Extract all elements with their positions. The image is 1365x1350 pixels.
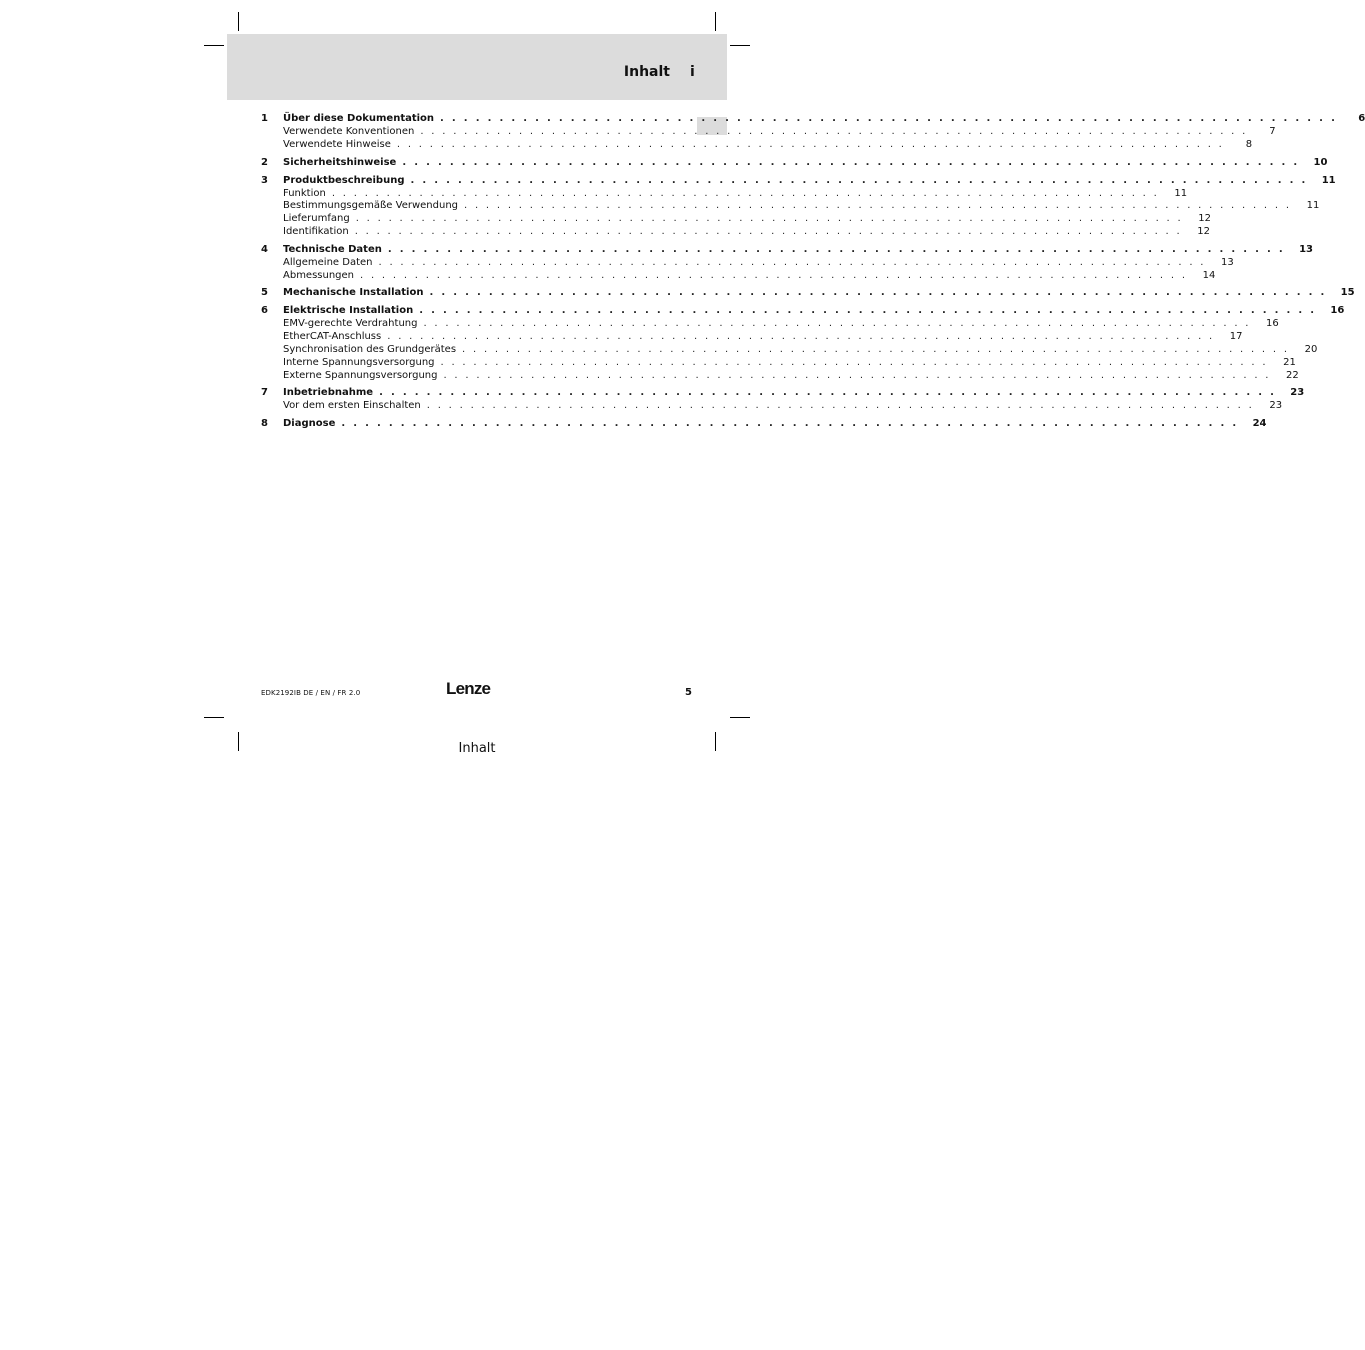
chapter-page: 23 xyxy=(1290,387,1305,399)
toc-chapter xyxy=(261,156,1328,170)
chapter-title[interactable]: Produktbeschreibung xyxy=(283,174,405,186)
section-page: 11 xyxy=(1306,200,1320,212)
section-title[interactable]: Vor dem ersten Einschalten xyxy=(283,400,421,412)
dot-leader: . . . . . . . . . . . . . . . . . . . . . . . . . . . . . . . . . . . . . . . . . . . . . . . . . . . . . . . . . . . . . . . . . . . . . . . . . . . . xyxy=(378,256,1206,268)
section-page: 12 xyxy=(1197,225,1210,237)
section-page: 13 xyxy=(1221,256,1234,268)
dot-leader: . . . . . . . . . . . . . . . . . . . . . . . . . . . . . . . . . . . . . . . . . . . . . . . . . . . . . . . . . . . . . . . . . . . . . . . . . . . . xyxy=(341,418,1239,430)
toc-chapter xyxy=(261,286,1355,300)
toc-chapter xyxy=(261,112,1365,152)
chapter-page: 6 xyxy=(1358,113,1365,124)
toc-entry[interactable] xyxy=(261,156,1328,170)
crop-mark xyxy=(730,45,750,46)
toc-entry[interactable] xyxy=(261,286,1355,300)
toc-entry[interactable] xyxy=(261,174,1336,188)
toc-subentry[interactable] xyxy=(261,256,1234,270)
dot-leader: . . . . . . . . . . . . . . . . . . . . . . . . . . . . . . . . . . . . . . . . . . . . . . . . . . . . . . . . . . . . . . . . . . . . . . . . . . . . xyxy=(387,331,1215,343)
section-title[interactable]: Abmessungen xyxy=(283,269,355,281)
dot-leader: . . . . . . . . . . . . . . . . . . . . . . . . . . . . . . . . . . . . . . . . . . . . . . . . . . . . . . . . . . . . . . . . . . . . . . . . . . . . xyxy=(387,243,1285,255)
section-page: 21 xyxy=(1283,356,1296,368)
toc-entry[interactable] xyxy=(261,243,1313,257)
chapter-number: 2 xyxy=(261,156,268,168)
info-icon: i xyxy=(690,64,695,80)
toc-chapter xyxy=(261,174,1336,239)
toc-subentry[interactable] xyxy=(261,356,1296,370)
section-title[interactable]: Synchronisation des Grundgerätes xyxy=(283,343,457,355)
section-page: 22 xyxy=(1286,369,1299,381)
toc-chapter xyxy=(261,386,1305,413)
toc-subentry[interactable] xyxy=(261,343,1318,357)
chapter-title[interactable]: Sicherheitshinweise xyxy=(283,156,397,168)
toc-subentry[interactable] xyxy=(261,200,1320,213)
chapter-page: 11 xyxy=(1321,174,1336,186)
chapter-page: 13 xyxy=(1299,243,1313,255)
chapter-title[interactable]: Über diese Dokumentation xyxy=(283,113,435,124)
dot-leader: . . . . . . . . . . . . . . . . . . . . . . . . . . . . . . . . . . . . . . . . . . . . . . . . . . . . . . . . . . . . . . . . . . . . . . . . . . . . xyxy=(396,138,1225,150)
dot-leader: . . . . . . . . . . . . . . . . . . . . . . . . . . . . . . . . . . . . . . . . . . . . . . . . . . . . . . . . . . . . . . . . . . . . . . . . . . . . xyxy=(379,387,1277,399)
toc-chapter xyxy=(261,417,1267,431)
toc-subentry[interactable] xyxy=(261,138,1253,152)
dot-leader: . . . . . . . . . . . . . . . . . . . . . . . . . . . . . . . . . . . . . . . . . . . . . . . . . . . . . . . . . . . . . . . . . . . . . . . . . . . . xyxy=(420,126,1248,137)
section-page: 14 xyxy=(1202,269,1216,281)
section-page: 16 xyxy=(1266,318,1279,330)
dot-leader: . . . . . . . . . . . . . . . . . . . . . . . . . . . . . . . . . . . . . . . . . . . . . . . . . . . . . . . . . . . . . . . . . . . . . . . . . . . . xyxy=(419,305,1317,317)
toc-subentry[interactable] xyxy=(261,331,1243,344)
chapter-number: 5 xyxy=(261,287,268,299)
crop-mark xyxy=(730,717,750,718)
image-caption: Inhalt xyxy=(458,741,496,756)
toc-subentry[interactable] xyxy=(261,187,1188,201)
section-title[interactable]: Funktion xyxy=(283,187,326,199)
chapter-number: 4 xyxy=(261,243,268,255)
section-title[interactable]: Verwendete Hinweise xyxy=(283,138,391,150)
dot-leader: . . . . . . . . . . . . . . . . . . . . . . . . . . . . . . . . . . . . . . . . . . . . . . . . . . . . . . . . . . . . . . . . . . . . . . . . . . . . xyxy=(402,156,1300,168)
toc-entry[interactable] xyxy=(261,304,1345,318)
section-page: 8 xyxy=(1245,138,1253,150)
dot-leader: . . . . . . . . . . . . . . . . . . . . . . . . . . . . . . . . . . . . . . . . . . . . . . . . . . . . . . . . . . . . . . . . . . . . . . . . . . . . xyxy=(440,113,1338,124)
table-of-contents xyxy=(261,112,1365,431)
chapter-number: 7 xyxy=(261,387,268,399)
chapter-page: 24 xyxy=(1252,418,1267,430)
section-title[interactable]: Externe Spannungsversorgung xyxy=(283,369,438,381)
section-title[interactable]: EMV-gerechte Verdrahtung xyxy=(283,318,418,330)
section-page: 12 xyxy=(1198,213,1211,225)
chapter-number: 6 xyxy=(261,305,268,317)
chapter-title[interactable]: Diagnose xyxy=(283,418,336,430)
crop-mark xyxy=(204,717,224,718)
chapter-page: 10 xyxy=(1313,156,1328,168)
toc-chapter xyxy=(261,304,1345,382)
dot-leader: . . . . . . . . . . . . . . . . . . . . . . . . . . . . . . . . . . . . . . . . . . . . . . . . . . . . . . . . . . . . . . . . . . . . . . . . . . . . xyxy=(443,369,1271,381)
dot-leader: . . . . . . . . . . . . . . . . . . . . . . . . . . . . . . . . . . . . . . . . . . . . . . . . . . . . . . . . . . . . . . . . . . . . . . . . . . . . xyxy=(331,187,1160,199)
dot-leader: . . . . . . . . . . . . . . . . . . . . . . . . . . . . . . . . . . . . . . . . . . . . . . . . . . . . . . . . . . . . . . . . . . . . . . . . . . . . xyxy=(426,400,1255,412)
toc-subentry[interactable] xyxy=(261,126,1276,139)
dot-leader: . . . . . . . . . . . . . . . . . . . . . . . . . . . . . . . . . . . . . . . . . . . . . . . . . . . . . . . . . . . . . . . . . . . . . . . . . . . . xyxy=(410,174,1308,186)
section-page: 11 xyxy=(1174,187,1188,199)
toc-subentry[interactable] xyxy=(261,269,1216,283)
section-title[interactable]: EtherCAT-Anschluss xyxy=(283,331,382,343)
dot-leader: . . . . . . . . . . . . . . . . . . . . . . . . . . . . . . . . . . . . . . . . . . . . . . . . . . . . . . . . . . . . . . . . . . . . . . . . . . . . xyxy=(355,213,1183,225)
toc-entry[interactable] xyxy=(261,417,1267,431)
section-title[interactable]: Identifikation xyxy=(283,225,349,237)
toc-chapter xyxy=(261,243,1313,283)
section-title[interactable]: Interne Spannungsversorgung xyxy=(283,356,435,368)
section-title[interactable]: Lieferumfang xyxy=(283,213,350,225)
chapter-page: 16 xyxy=(1330,305,1345,317)
crop-mark xyxy=(715,12,716,31)
toc-subentry[interactable] xyxy=(261,318,1279,331)
section-page: 7 xyxy=(1269,126,1276,137)
crop-mark xyxy=(238,12,239,31)
toc-subentry[interactable] xyxy=(261,213,1211,226)
section-page: 17 xyxy=(1229,331,1243,343)
section-title[interactable]: Allgemeine Daten xyxy=(283,256,373,268)
dot-leader: . . . . . . . . . . . . . . . . . . . . . . . . . . . . . . . . . . . . . . . . . . . . . . . . . . . . . . . . . . . . . . . . . . . . . . . . . . . . xyxy=(464,200,1292,212)
dot-leader: . . . . . . . . . . . . . . . . . . . . . . . . . . . . . . . . . . . . . . . . . . . . . . . . . . . . . . . . . . . . . . . . . . . . . . . . . . . . xyxy=(360,269,1188,281)
chapter-title[interactable]: Technische Daten xyxy=(283,243,382,255)
section-title[interactable]: Verwendete Konventionen xyxy=(283,126,415,137)
section-page: 23 xyxy=(1269,400,1283,412)
chapter-title[interactable]: Mechanische Installation xyxy=(283,287,424,299)
chapter-number: 8 xyxy=(261,418,268,430)
dot-leader: . . . . . . . . . . . . . . . . . . . . . . . . . . . . . . . . . . . . . . . . . . . . . . . . . . . . . . . . . . . . . . . . . . . . . . . . . . . . xyxy=(429,287,1327,299)
toc-subentry[interactable] xyxy=(261,225,1210,239)
dot-leader: . . . . . . . . . . . . . . . . . . . . . . . . . . . . . . . . . . . . . . . . . . . . . . . . . . . . . . . . . . . . . . . . . . . . . . . . . . . . xyxy=(440,356,1268,368)
chapter-title[interactable]: Elektrische Installation xyxy=(283,305,414,317)
page-number: 5 xyxy=(685,687,692,698)
dot-leader: . . . . . . . . . . . . . . . . . . . . . . . . . . . . . . . . . . . . . . . . . . . . . . . . . . . . . . . . . . . . . . . . . . . . . . . . . . . . xyxy=(423,318,1251,330)
lenze-logo: Lenze xyxy=(446,679,491,698)
toc-entry[interactable] xyxy=(261,386,1305,400)
document-id: EDK2192IB DE / EN / FR 2.0 xyxy=(261,689,361,697)
dot-leader: . . . . . . . . . . . . . . . . . . . . . . . . . . . . . . . . . . . . . . . . . . . . . . . . . . . . . . . . . . . . . . . . . . . . . . . . . . . . xyxy=(462,343,1290,355)
dot-leader: . . . . . . . . . . . . . . . . . . . . . . . . . . . . . . . . . . . . . . . . . . . . . . . . . . . . . . . . . . . . . . . . . . . . . . . . . . . . xyxy=(354,225,1182,237)
section-title[interactable]: Bestimmungsgemäße Verwendung xyxy=(283,200,459,212)
chapter-number: 1 xyxy=(261,113,268,124)
toc-subentry[interactable] xyxy=(261,369,1299,383)
crop-mark xyxy=(204,45,224,46)
toc-entry[interactable] xyxy=(261,112,1365,126)
chapter-number: 3 xyxy=(261,174,268,186)
toc-subentry[interactable] xyxy=(261,400,1283,413)
chapter-title[interactable]: Inbetriebnahme xyxy=(283,387,374,399)
page-title: Inhalt xyxy=(623,64,670,80)
chapter-page: 15 xyxy=(1340,287,1355,299)
section-page: 20 xyxy=(1304,343,1318,355)
